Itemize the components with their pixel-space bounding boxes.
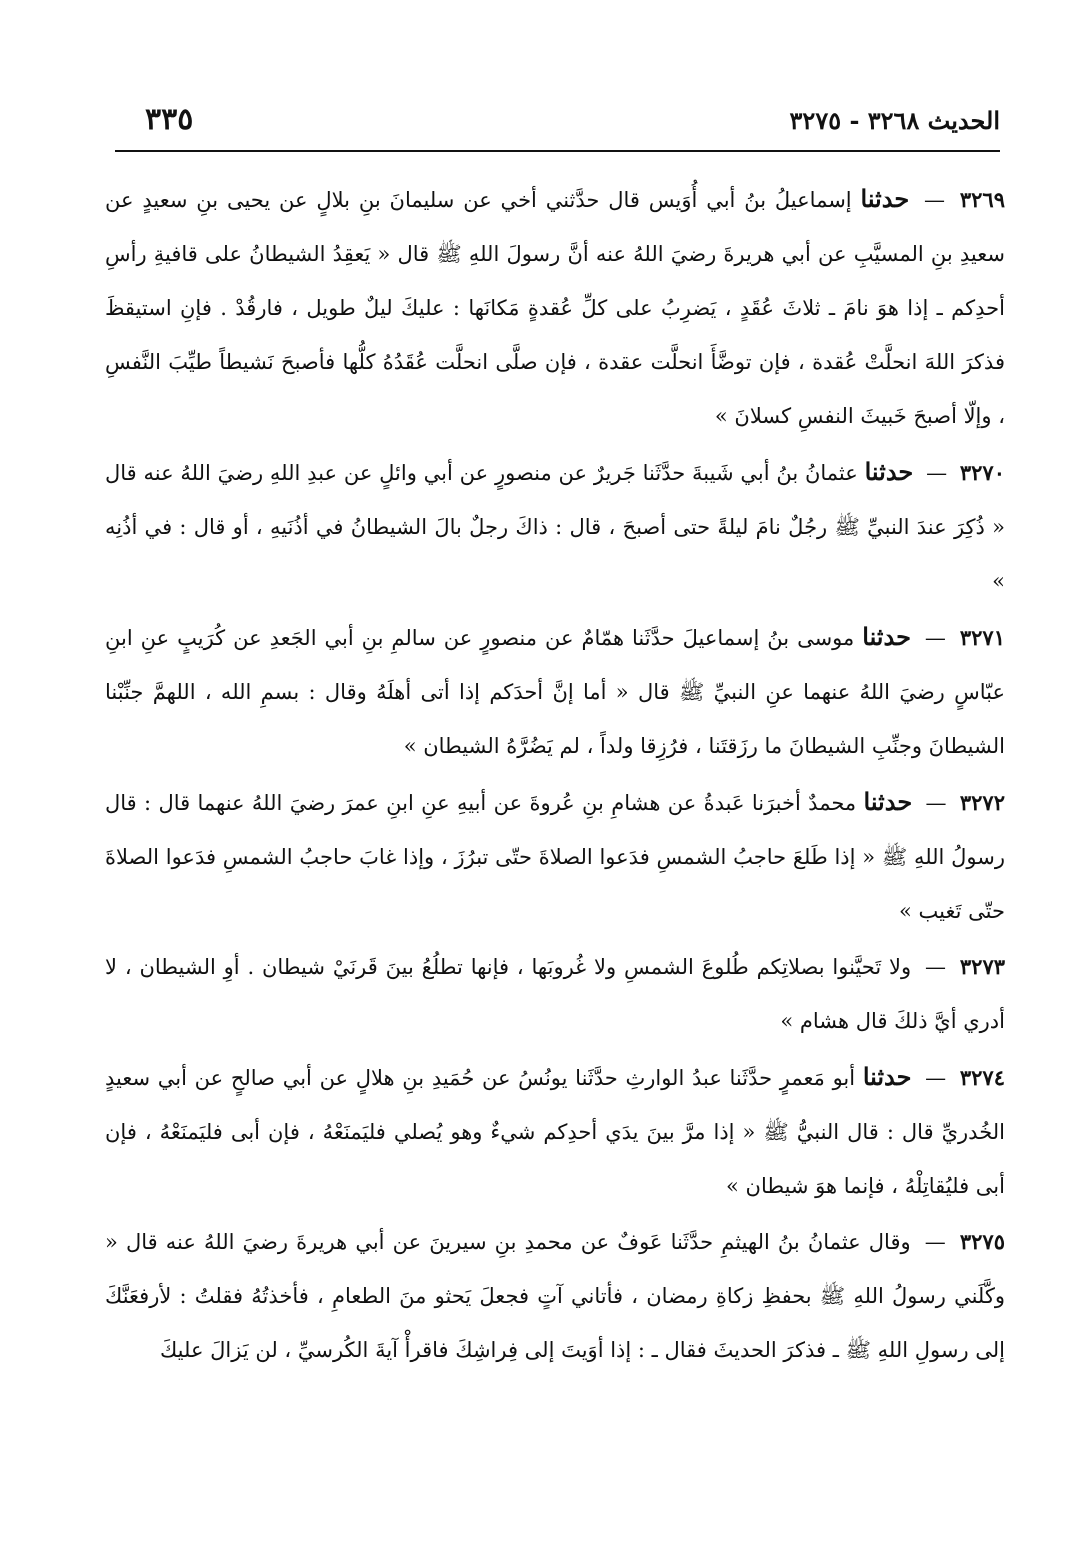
hadith-number: ٣٢٧٥ [959, 1229, 1005, 1254]
hadith-text: إسماعيلُ بنُ أبي أُوَيس قال حدَّثني أخي عن سليمانَ بنِ بلالٍ عن يحيى بنِ سعيدٍ عن سعيدِ بنِ المسيَّبِ عن أبي هريرةَ رضيَ اللهُ عنه أنَّ رسولَ اللهِ ﷺ قال « يَعقِدُ الشيطانُ على قافيةِ رأسِ أحدِكم ـ إذا هوَ نامَ ـ ثلاثَ عُقَدٍ ، يَضرِبُ على كلِّ عُقدةٍ مَكانَها : عليكَ ليلٌ طويل ، فارقُدْ . فإنِ استيقظَ فذكرَ اللهَ انحلَّتْ عُقدة ، فإن توضَّأَ انحلَّت عقدة ، فإن صلَّى انحلَّت عُقَدُهُ كلُّها فأصبحَ نَشيطاً طيِّبَ النَّفسِ ، وإلّا أصبحَ خَبيثَ النفسِ كسلانَ » [105, 188, 1005, 428]
hadith-text: موسى بنُ إسماعيلَ حدَّثَنا همّامٌ عن منصورٍ عن سالمِ بنِ أبي الجَعدِ عن كُرَيبٍ عنِ ابنِ عبّاسٍ رضيَ اللهُ عنهما عنِ النبيِّ ﷺ قال « أما إنَّ أحدَكم إذا أتى أهلَهُ وقال : بسمِ الله ، اللهمَّ جنِّبْنا الشيطانَ وجنِّبِ الشيطانَ ما رزَقتَنا ، فرُزِقا ولداً ، لم يَضُرَّهُ الشيطان » [105, 626, 1005, 758]
hadith-keyword: حدثنا [864, 457, 914, 486]
hadith-text: وقال عثمانُ بنُ الهيثمِ حدَّثَنا عَوفٌ عن محمدِ بنِ سيرينَ عن أبي هريرةَ رضيَ اللهُ عنه قال « وكَّلَني رسولُ اللهِ ﷺ بحفظِ زكاةِ رمضان ، فأتاني آتٍ فجعلَ يَحثو منَ الطعامِ ، فأخذتُهُ فقلتُ : لأرفعَنَّكَ إلى رسولِ اللهِ ﷺ ـ فذكرَ الحديثَ فقال ـ : إذا أوَيتَ إلى فِراشِكَ فاقرأْ آيةَ الكُرسيِّ ، لن يَزالَ عليكَ [105, 1230, 1005, 1362]
running-title: الحديث ٣٢٦٨ - ٣٢٧٥ [789, 106, 1000, 135]
dash: — [926, 461, 948, 485]
hadith-keyword: حدثنا [862, 1062, 912, 1091]
hadith-text: ولا تَحيَّنوا بصلاتِكم طُلوعَ الشمسِ ولا غُروبَها ، فإنها تطلُعُ بينَ قَرنَيْ شيطان . أوِ الشيطان ، لا أدري أيَّ ذلكَ قال هشام » [105, 955, 1005, 1033]
page-number: ٣٣٥ [145, 102, 194, 137]
hadith-number: ٣٢٧٠ [959, 460, 1005, 485]
hadith-number: ٣٢٧١ [959, 625, 1005, 650]
hadith-text: محمدٌ أخبرَنا عَبدةُ عن هشامِ بنِ عُروةَ عن أبيهِ عنِ ابنِ عمرَ رضيَ اللهُ عنهما قال : قال رسولُ اللهِ ﷺ « إذا طَلعَ حاجبُ الشمسِ فدَعوا الصلاةَ حتّى تبرُزَ ، وإذا غابَ حاجبُ الشمسِ فدَعوا الصلاةَ حتّى تَغيب » [105, 791, 1005, 923]
hadith-keyword: حدثنا [863, 787, 913, 816]
dash: — [925, 791, 947, 815]
hadith-3270 [105, 445, 1005, 608]
hadith-number: ٣٢٧٤ [959, 1065, 1005, 1090]
hadith-keyword: حدثنا [862, 622, 911, 651]
hadith-3275 [105, 1215, 1005, 1377]
hadith-3272 [105, 775, 1005, 938]
hadith-text: أبو مَعمرٍ حدَّثَنا عبدُ الوارثِ حدَّثَنا يونُسُ عن حُمَيدِ بنِ هلالٍ عن أبي صالحٍ عن أبي سعيدٍ الخُدريِّ قال : قال النبيُّ ﷺ « إذا مرَّ بينَ يدَي أحدِكم شيءٌ وهو يُصلي فليَمنَعْهُ ، فإن أبى فليَمنَعْهُ ، فإن أبى فليُقاتِلْهُ ، فإنما هوَ شيطان » [105, 1066, 1005, 1198]
page-header [115, 96, 1000, 146]
dash: — [924, 626, 946, 650]
hadith-3273 [105, 940, 1005, 1048]
hadith-3269 [105, 172, 1005, 443]
dash: — [924, 1230, 946, 1254]
dash: — [925, 955, 947, 979]
header-rule [115, 150, 1000, 152]
hadith-text: عثمانُ بنُ أبي شَيبةَ حدَّثَنا جَريرٌ عن منصورٍ عن أبي وائلٍ عن عبدِ اللهِ رضيَ اللهُ عنه قال « ذُكِرَ عندَ النبيِّ ﷺ رجُلٌ نامَ ليلةً حتى أصبحَ ، قال : ذاكَ رجلٌ بالَ الشيطانُ في أذُنَيهِ ، أو قال : في أذُنِه » [105, 461, 1005, 593]
hadith-3274 [105, 1050, 1005, 1213]
hadith-number: ٣٢٦٩ [959, 187, 1005, 212]
dash: — [924, 188, 946, 212]
hadith-keyword: حدثنا [860, 184, 910, 213]
hadith-number: ٣٢٧٢ [959, 790, 1005, 815]
hadith-body [105, 172, 1005, 1379]
dash: — [925, 1066, 947, 1090]
hadith-number: ٣٢٧٣ [959, 954, 1006, 979]
hadith-3271 [105, 610, 1005, 773]
